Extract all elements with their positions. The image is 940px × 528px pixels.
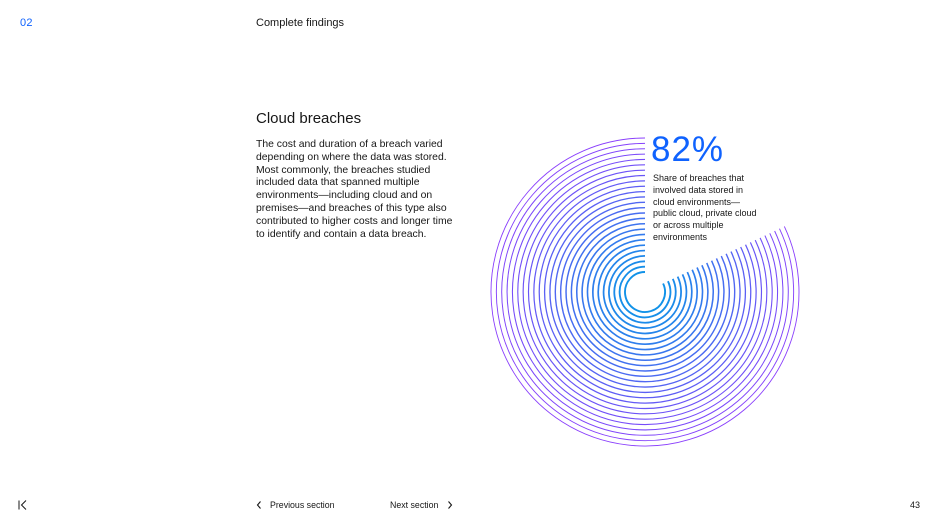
next-section-link[interactable] — [390, 500, 454, 510]
section-number: 02 — [20, 17, 33, 29]
radial-chart — [460, 118, 830, 466]
next-section-label: Next section — [390, 500, 439, 510]
page-number: 43 — [909, 500, 920, 510]
body-paragraph: The cost and duration of a breach varied depending on where the data was stored. Most commonly, the breaches studied included data that spanned multiple environments—including cloud and on premises—and breaches of this type also contributed to higher costs and longer time to identify and contain a data breach. — [256, 139, 453, 240]
previous-section-link[interactable] — [255, 500, 335, 510]
chevron-right-icon — [446, 500, 454, 510]
ring-arc — [598, 245, 692, 339]
first-page-icon[interactable] — [16, 498, 30, 512]
chevron-left-icon — [255, 500, 263, 510]
ring-arc — [625, 272, 665, 312]
stat-value: 82% — [651, 130, 725, 169]
previous-section-label: Previous section — [270, 500, 335, 510]
ring-arc — [582, 229, 708, 355]
stat-description: Share of breaches that involved data stored in cloud environments—public cloud, private cloud or across multiple environments — [653, 173, 757, 242]
ring-arc — [614, 261, 675, 322]
ring-arc — [604, 251, 687, 334]
section-title: Complete findings — [256, 17, 345, 29]
page-heading: Cloud breaches — [256, 110, 362, 127]
ring-arc — [587, 234, 702, 349]
ring-arc — [620, 267, 671, 318]
